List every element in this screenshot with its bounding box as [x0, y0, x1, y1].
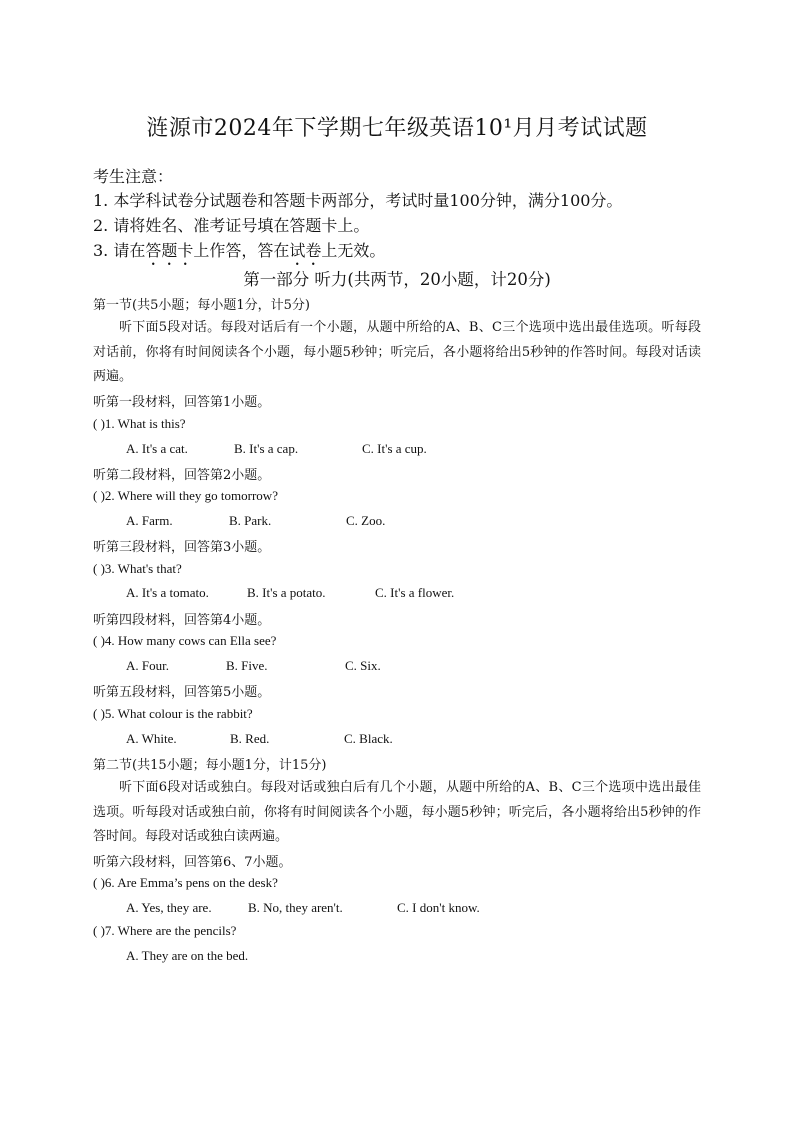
- question-2-stem: ( )2. Where will they go tomorrow?: [93, 488, 278, 503]
- question-6-option-b: B. No, they aren't.: [248, 900, 343, 915]
- notice-item-3: [93, 238, 385, 269]
- question-4-option-b: B. Five.: [226, 658, 268, 673]
- section2-instruction: 听下面6段对话或独白。每段对话或独白后有几个小题，从题中所给的A、B、C三个选项中选出最佳选项。听每段对话或独白前，你将有时间阅读各个小题，每小题5秒钟；听完后，各小题将给出5秒钟的作答时间。每段对话或独白读两遍。: [93, 780, 701, 844]
- notice-item-1: 1. 本学科试卷分试题卷和答题卡两部分，考试时量100分钟，满分100分。: [93, 191, 623, 210]
- question-3-option-b: B. It's a potato.: [247, 585, 326, 600]
- section2-header: 第二节(共15小题；每小题1分，计15分): [93, 758, 327, 773]
- notice-item-3-post: 上无效。: [321, 241, 386, 260]
- notice-item-3-pre: 3. 请在: [93, 241, 146, 260]
- section1-header: 第一节(共5小题；每小题1分，计5分): [93, 298, 310, 313]
- question-4-stem: ( )4. How many cows can Ella see?: [93, 633, 277, 648]
- question-5-stem: ( )5. What colour is the rabbit?: [93, 706, 253, 721]
- notice-item-2: 2. 请将姓名、准考证号填在答题卡上。: [93, 216, 370, 235]
- material-1: 听第一段材料，回答第1小题。: [93, 395, 271, 410]
- notice-item-3-answer-card: 答题卡: [145, 241, 194, 260]
- section1-instruction: 听下面5段对话。每段对话后有一个小题，从题中所给的A、B、C三个选项中选出最佳选项。听每段对话前，你将有时间阅读各个小题，每小题5秒钟；听完后，各小题将给出5秒钟的作答时间。每段对话读两遍。: [93, 320, 701, 384]
- question-4-options: [126, 658, 381, 674]
- question-5-option-b: B. Red.: [230, 731, 270, 746]
- question-1-option-b: B. It's a cap.: [234, 441, 299, 456]
- question-7-options: [126, 948, 248, 964]
- material-4: 听第四段材料，回答第4小题。: [93, 613, 271, 628]
- question-2-option-a: A. Farm.: [126, 513, 173, 528]
- question-3-option-c: C. It's a flower.: [375, 585, 455, 600]
- question-6-stem: ( )6. Are Emma’s pens on the desk?: [93, 875, 278, 890]
- material-3: 听第三段材料，回答第3小题。: [93, 540, 271, 555]
- exam-title: 涟源市2024年下学期七年级英语10¹月月考试试题: [146, 116, 648, 141]
- question-6-options: [126, 900, 480, 916]
- question-3-option-a: A. It's a tomato.: [126, 585, 209, 600]
- question-6-option-c: C. I don't know.: [397, 900, 480, 915]
- material-5: 听第五段材料，回答第5小题。: [93, 685, 271, 700]
- notice-heading: 考生注意：: [93, 167, 174, 186]
- notice-item-3-mid: 上作答，答在: [193, 241, 290, 260]
- question-1-options: [126, 441, 427, 457]
- question-3-options: [126, 585, 454, 601]
- notice-item-3-test-paper: 试卷: [289, 241, 322, 260]
- question-1-option-c: C. It's a cup.: [362, 441, 427, 456]
- question-1-stem: ( )1. What is this?: [93, 416, 186, 431]
- part1-title: 第一部分 听力(共两节，20小题，计20分): [243, 270, 551, 289]
- question-6-option-a: A. Yes, they are.: [126, 900, 212, 915]
- question-2-option-c: C. Zoo.: [346, 513, 386, 528]
- question-5-option-c: C. Black.: [344, 731, 393, 746]
- question-5-option-a: A. White.: [126, 731, 177, 746]
- material-2: 听第二段材料，回答第2小题。: [93, 468, 271, 483]
- question-7-stem: ( )7. Where are the pencils?: [93, 923, 237, 938]
- question-4-option-c: C. Six.: [345, 658, 381, 673]
- question-4-option-a: A. Four.: [126, 658, 169, 673]
- question-3-stem: ( )3. What's that?: [93, 561, 182, 576]
- question-1-option-a: A. It's a cat.: [126, 441, 188, 456]
- question-2-option-b: B. Park.: [229, 513, 272, 528]
- question-5-options: [126, 731, 393, 747]
- question-7-option-a: A. They are on the bed.: [126, 948, 249, 963]
- question-2-options: [126, 513, 385, 529]
- material-6: 听第六段材料，回答第6、7小题。: [93, 855, 292, 870]
